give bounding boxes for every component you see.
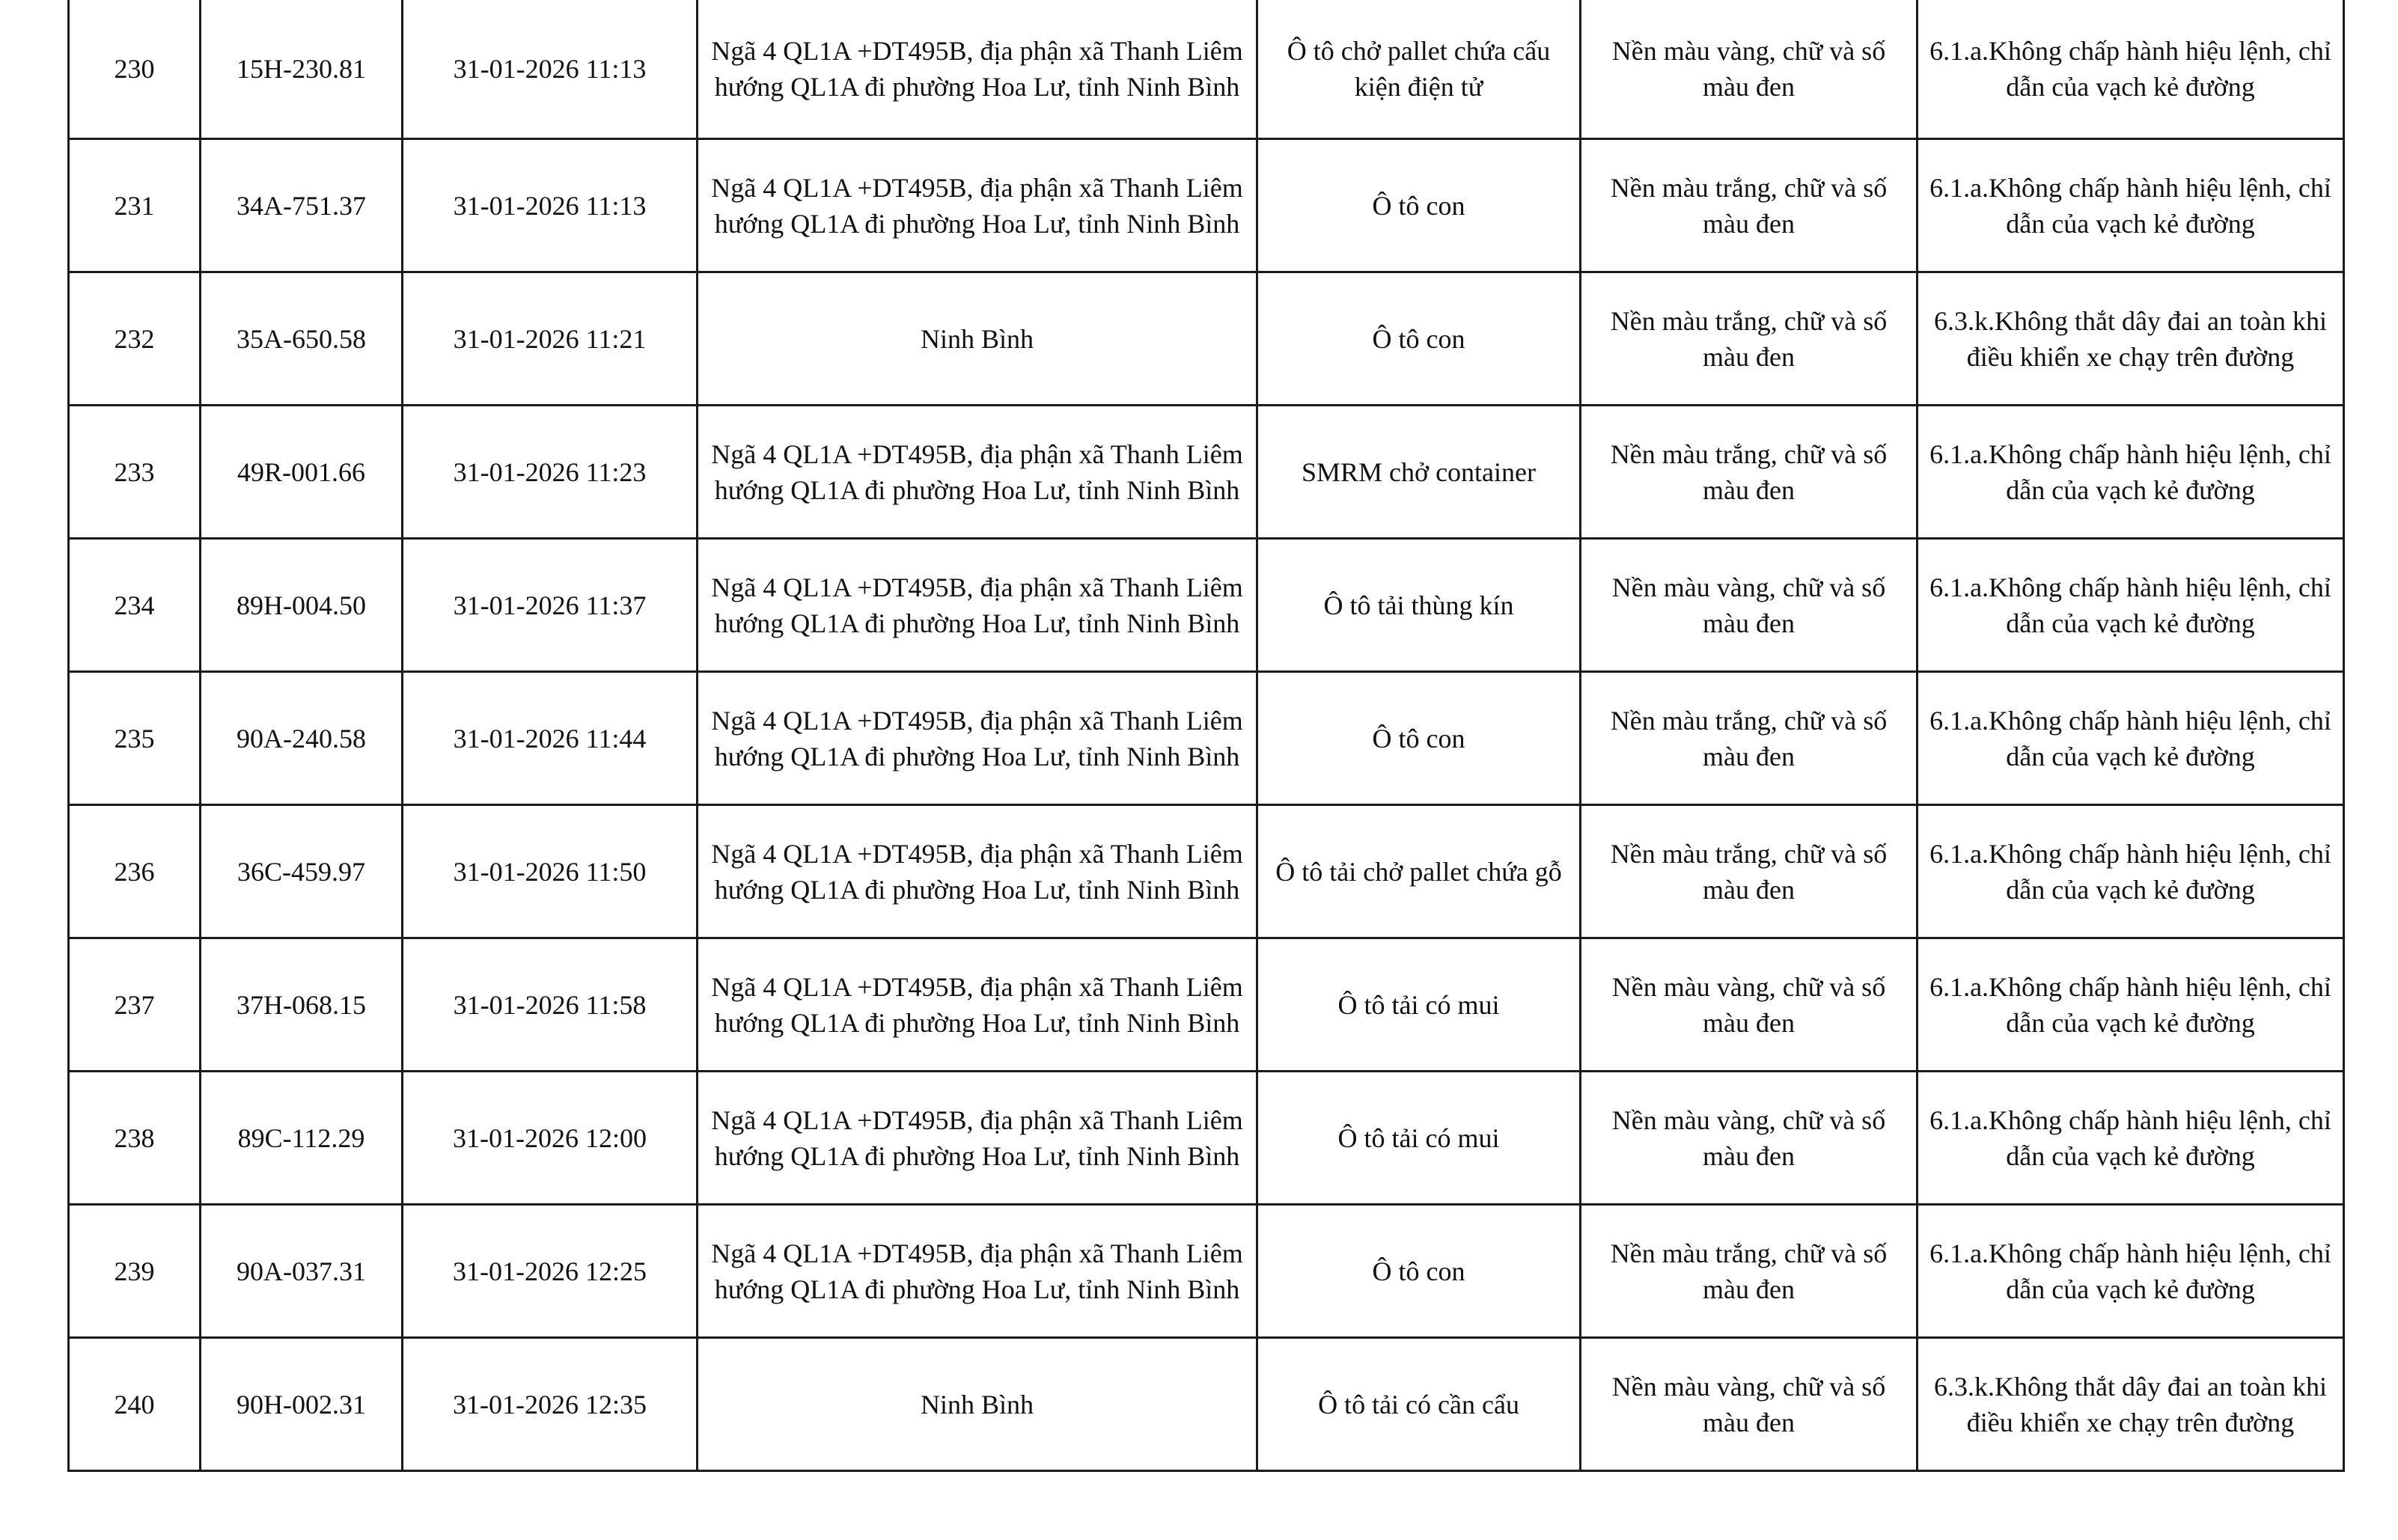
license-plate-cell: 49R-001.66: [201, 406, 403, 539]
vehicle-type-cell: Ô tô tải có cần cẩu: [1257, 1338, 1581, 1471]
vehicle-type-cell: Ô tô tải chở pallet chứa gỗ: [1257, 805, 1581, 938]
table-row: [69, 1072, 2344, 1205]
location-cell: Ninh Bình: [698, 1338, 1257, 1471]
violation-cell: 6.1.a.Không chấp hành hiệu lệnh, chỉ dẫn của vạch kẻ đường: [1918, 672, 2344, 805]
violation-cell: 6.1.a.Không chấp hành hiệu lệnh, chỉ dẫn của vạch kẻ đường: [1918, 539, 2344, 672]
table-row: [69, 1205, 2344, 1338]
row-number-cell: 235: [69, 672, 201, 805]
location-cell: Ngã 4 QL1A +DT495B, địa phận xã Thanh Liêm hướng QL1A đi phường Hoa Lư, tỉnh Ninh Bình: [698, 1072, 1257, 1205]
license-plate-cell: 15H-230.81: [201, 0, 403, 139]
violation-cell: 6.1.a.Không chấp hành hiệu lệnh, chỉ dẫn của vạch kẻ đường: [1918, 406, 2344, 539]
violations-document: [67, 0, 2343, 1472]
location-cell: Ngã 4 QL1A +DT495B, địa phận xã Thanh Liêm hướng QL1A đi phường Hoa Lư, tỉnh Ninh Bình: [698, 406, 1257, 539]
violation-cell: 6.1.a.Không chấp hành hiệu lệnh, chỉ dẫn của vạch kẻ đường: [1918, 938, 2344, 1072]
violation-time-cell: 31-01-2026 11:58: [403, 938, 698, 1072]
vehicle-type-cell: Ô tô chở pallet chứa cấu kiện điện tử: [1257, 0, 1581, 139]
violation-time-cell: 31-01-2026 11:13: [403, 0, 698, 139]
location-cell: Ngã 4 QL1A +DT495B, địa phận xã Thanh Liêm hướng QL1A đi phường Hoa Lư, tỉnh Ninh Bình: [698, 1205, 1257, 1338]
plate-color-cell: Nền màu trắng, chữ và số màu đen: [1581, 805, 1918, 938]
violation-cell: 6.1.a.Không chấp hành hiệu lệnh, chỉ dẫn của vạch kẻ đường: [1918, 1072, 2344, 1205]
license-plate-cell: 90H-002.31: [201, 1338, 403, 1471]
violation-time-cell: 31-01-2026 11:50: [403, 805, 698, 938]
row-number-cell: 237: [69, 938, 201, 1072]
location-cell: Ninh Bình: [698, 272, 1257, 406]
license-plate-cell: 35A-650.58: [201, 272, 403, 406]
location-cell: Ngã 4 QL1A +DT495B, địa phận xã Thanh Liêm hướng QL1A đi phường Hoa Lư, tỉnh Ninh Bình: [698, 139, 1257, 272]
violation-time-cell: 31-01-2026 12:00: [403, 1072, 698, 1205]
vehicle-type-cell: Ô tô con: [1257, 139, 1581, 272]
violation-time-cell: 31-01-2026 11:21: [403, 272, 698, 406]
vehicle-type-cell: Ô tô tải có mui: [1257, 938, 1581, 1072]
row-number-cell: 233: [69, 406, 201, 539]
violation-cell: 6.3.k.Không thắt dây đai an toàn khi điều khiển xe chạy trên đường: [1918, 272, 2344, 406]
vehicle-type-cell: Ô tô con: [1257, 1205, 1581, 1338]
violation-time-cell: 31-01-2026 12:35: [403, 1338, 698, 1471]
vehicle-type-cell: Ô tô tải có mui: [1257, 1072, 1581, 1205]
plate-color-cell: Nền màu trắng, chữ và số màu đen: [1581, 672, 1918, 805]
violation-cell: 6.1.a.Không chấp hành hiệu lệnh, chỉ dẫn của vạch kẻ đường: [1918, 139, 2344, 272]
location-cell: Ngã 4 QL1A +DT495B, địa phận xã Thanh Liêm hướng QL1A đi phường Hoa Lư, tỉnh Ninh Bình: [698, 805, 1257, 938]
violation-time-cell: 31-01-2026 11:23: [403, 406, 698, 539]
table-row: [69, 0, 2344, 139]
violation-cell: 6.1.a.Không chấp hành hiệu lệnh, chỉ dẫn của vạch kẻ đường: [1918, 805, 2344, 938]
plate-color-cell: Nền màu vàng, chữ và số màu đen: [1581, 1072, 1918, 1205]
row-number-cell: 238: [69, 1072, 201, 1205]
license-plate-cell: 37H-068.15: [201, 938, 403, 1072]
license-plate-cell: 36C-459.97: [201, 805, 403, 938]
location-cell: Ngã 4 QL1A +DT495B, địa phận xã Thanh Liêm hướng QL1A đi phường Hoa Lư, tỉnh Ninh Bình: [698, 0, 1257, 139]
violation-cell: 6.1.a.Không chấp hành hiệu lệnh, chỉ dẫn của vạch kẻ đường: [1918, 0, 2344, 139]
table-row: [69, 139, 2344, 272]
row-number-cell: 230: [69, 0, 201, 139]
table-row: [69, 272, 2344, 406]
violation-cell: 6.1.a.Không chấp hành hiệu lệnh, chỉ dẫn của vạch kẻ đường: [1918, 1205, 2344, 1338]
violations-table-body: [69, 0, 2344, 1471]
violation-time-cell: 31-01-2026 11:13: [403, 139, 698, 272]
plate-color-cell: Nền màu trắng, chữ và số màu đen: [1581, 1205, 1918, 1338]
vehicle-type-cell: Ô tô con: [1257, 272, 1581, 406]
vehicle-type-cell: Ô tô con: [1257, 672, 1581, 805]
license-plate-cell: 90A-240.58: [201, 672, 403, 805]
plate-color-cell: Nền màu trắng, chữ và số màu đen: [1581, 406, 1918, 539]
plate-color-cell: Nền màu trắng, chữ và số màu đen: [1581, 139, 1918, 272]
table-row: [69, 406, 2344, 539]
table-row: [69, 672, 2344, 805]
plate-color-cell: Nền màu vàng, chữ và số màu đen: [1581, 938, 1918, 1072]
plate-color-cell: Nền màu vàng, chữ và số màu đen: [1581, 539, 1918, 672]
vehicle-type-cell: SMRM chở container: [1257, 406, 1581, 539]
license-plate-cell: 89H-004.50: [201, 539, 403, 672]
table-row: [69, 938, 2344, 1072]
location-cell: Ngã 4 QL1A +DT495B, địa phận xã Thanh Liêm hướng QL1A đi phường Hoa Lư, tỉnh Ninh Bình: [698, 938, 1257, 1072]
location-cell: Ngã 4 QL1A +DT495B, địa phận xã Thanh Liêm hướng QL1A đi phường Hoa Lư, tỉnh Ninh Bình: [698, 539, 1257, 672]
vehicle-type-cell: Ô tô tải thùng kín: [1257, 539, 1581, 672]
row-number-cell: 232: [69, 272, 201, 406]
violations-table: [67, 0, 2345, 1472]
row-number-cell: 240: [69, 1338, 201, 1471]
license-plate-cell: 90A-037.31: [201, 1205, 403, 1338]
violation-time-cell: 31-01-2026 11:44: [403, 672, 698, 805]
table-row: [69, 1338, 2344, 1471]
plate-color-cell: Nền màu trắng, chữ và số màu đen: [1581, 272, 1918, 406]
plate-color-cell: Nền màu vàng, chữ và số màu đen: [1581, 0, 1918, 139]
license-plate-cell: 34A-751.37: [201, 139, 403, 272]
violation-cell: 6.3.k.Không thắt dây đai an toàn khi điều khiển xe chạy trên đường: [1918, 1338, 2344, 1471]
table-row: [69, 539, 2344, 672]
row-number-cell: 234: [69, 539, 201, 672]
row-number-cell: 236: [69, 805, 201, 938]
table-row: [69, 805, 2344, 938]
violation-time-cell: 31-01-2026 12:25: [403, 1205, 698, 1338]
row-number-cell: 231: [69, 139, 201, 272]
license-plate-cell: 89C-112.29: [201, 1072, 403, 1205]
plate-color-cell: Nền màu vàng, chữ và số màu đen: [1581, 1338, 1918, 1471]
violation-time-cell: 31-01-2026 11:37: [403, 539, 698, 672]
row-number-cell: 239: [69, 1205, 201, 1338]
location-cell: Ngã 4 QL1A +DT495B, địa phận xã Thanh Liêm hướng QL1A đi phường Hoa Lư, tỉnh Ninh Bình: [698, 672, 1257, 805]
